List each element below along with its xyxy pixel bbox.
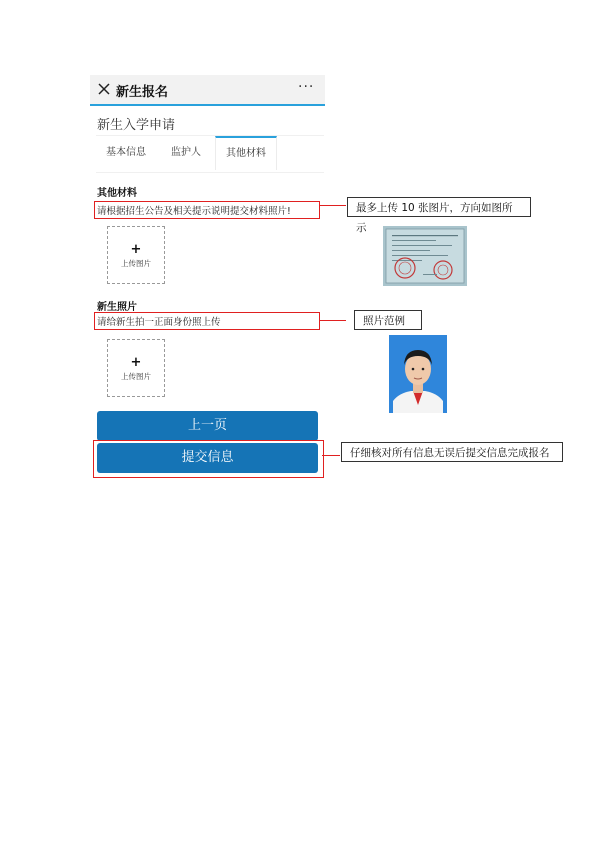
tab-bar bbox=[96, 135, 324, 173]
top-bar bbox=[90, 75, 325, 106]
section-title-materials: 其他材料 bbox=[97, 188, 137, 199]
callout-submit-note: 仔细核对所有信息无误后提交信息完成报名 bbox=[341, 442, 563, 462]
leader-line-submit bbox=[322, 455, 340, 456]
plus-icon: + bbox=[130, 355, 142, 370]
section-title-photo: 新生照片 bbox=[97, 302, 137, 313]
student-photo-art bbox=[389, 335, 447, 413]
leader-line-materials bbox=[320, 205, 346, 206]
tab-other-materials[interactable]: 其他材料 bbox=[215, 136, 277, 170]
callout-photo-note: 照片范例 bbox=[354, 310, 422, 330]
page-title: 新生入学申请 bbox=[97, 118, 176, 133]
upload-label: 上传图片 bbox=[121, 259, 151, 268]
photo-hint: 请给新生拍一正面身份照上传 bbox=[94, 312, 320, 330]
plus-icon: + bbox=[130, 242, 142, 257]
example-document-image bbox=[383, 226, 467, 286]
upload-photo-button[interactable] bbox=[107, 339, 165, 397]
more-icon[interactable]: ··· bbox=[298, 79, 315, 95]
callout-materials-note: 最多上传 10 张图片，方向如图所示 bbox=[347, 197, 531, 217]
submit-button[interactable]: 提交信息 bbox=[97, 443, 318, 473]
tab-guardian[interactable]: 监护人 bbox=[171, 147, 201, 158]
close-icon[interactable] bbox=[97, 82, 111, 96]
materials-hint: 请根据招生公告及相关提示说明提交材料照片! bbox=[94, 201, 320, 219]
upload-label: 上传图片 bbox=[121, 372, 151, 381]
phone-screen bbox=[90, 75, 325, 475]
example-student-photo bbox=[389, 335, 447, 413]
leader-line-photo bbox=[320, 320, 346, 321]
app-title: 新生报名 bbox=[116, 85, 169, 100]
tab-basic-info[interactable]: 基本信息 bbox=[106, 147, 146, 158]
document-thumbnail-art bbox=[383, 226, 467, 286]
prev-page-button[interactable]: 上一页 bbox=[97, 411, 318, 441]
upload-materials-button[interactable] bbox=[107, 226, 165, 284]
